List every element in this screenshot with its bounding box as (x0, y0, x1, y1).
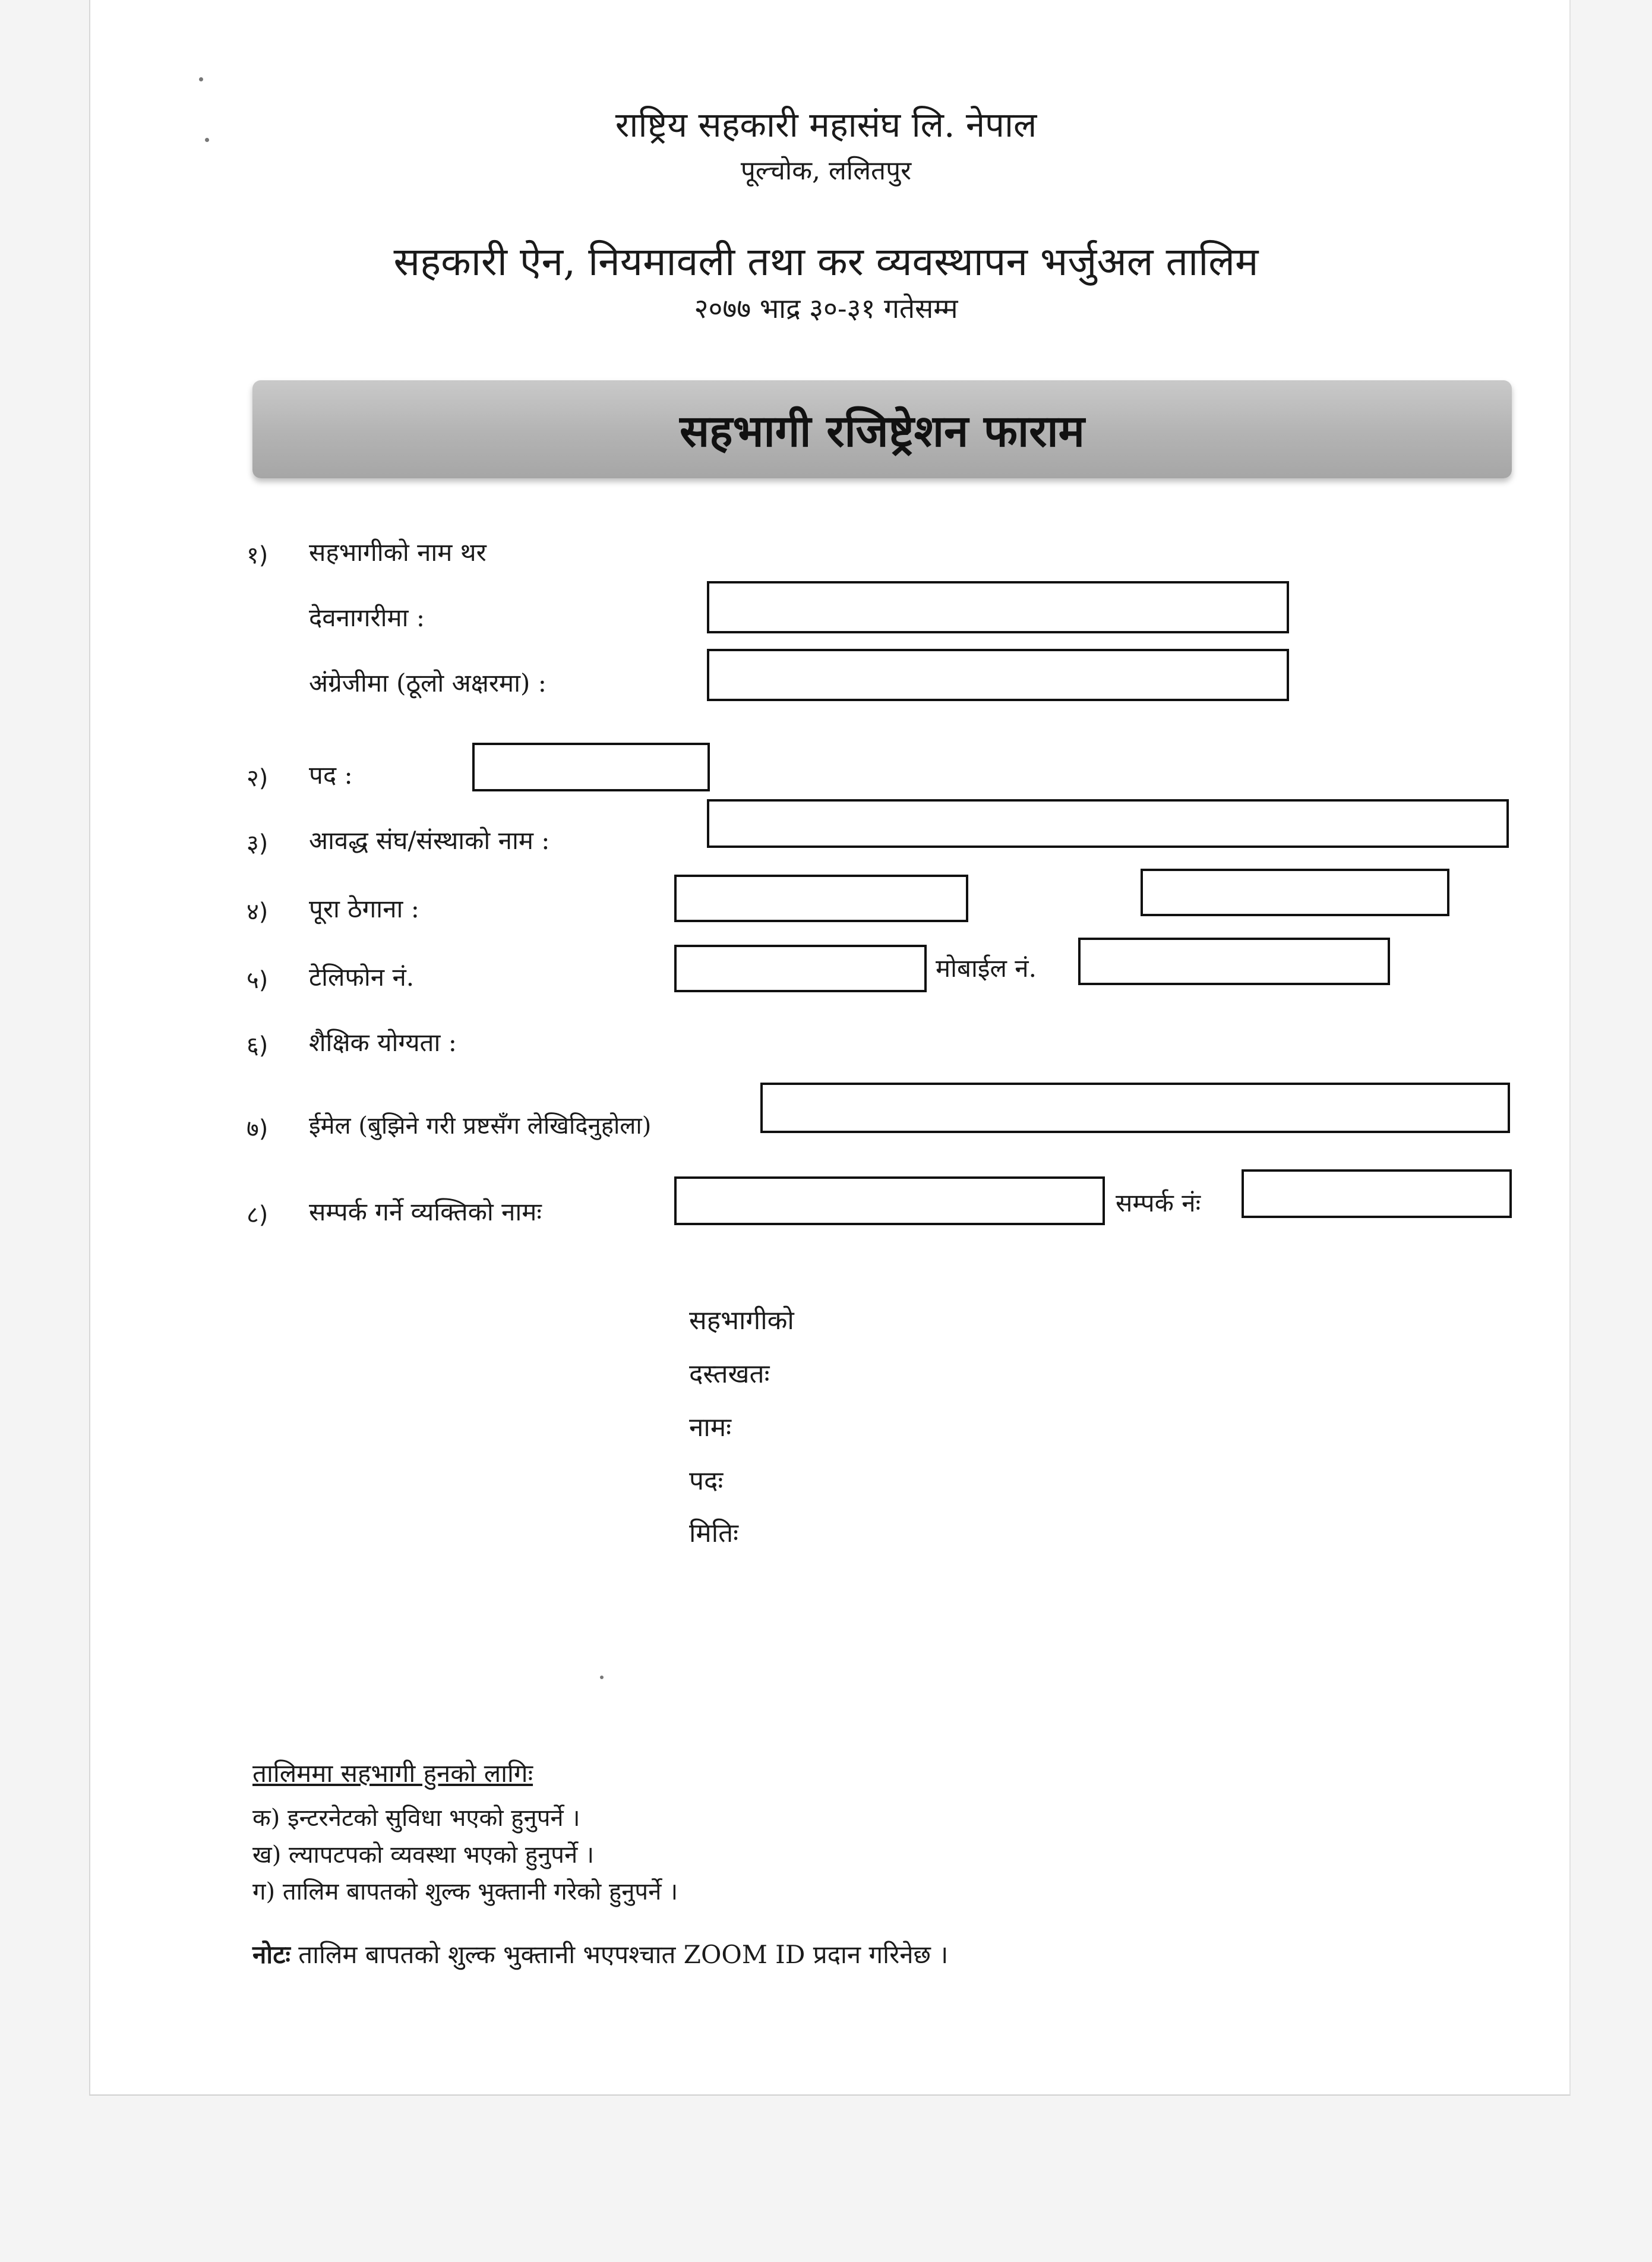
mobile-input[interactable] (1078, 938, 1390, 985)
devanagari-label: देवनागरीमा : (309, 603, 425, 632)
field-number: ६) (247, 1032, 269, 1059)
address-input-2[interactable] (1141, 869, 1449, 916)
telephone-input[interactable] (674, 945, 927, 992)
field-number: ७) (247, 1115, 269, 1143)
telephone-label: टेलिफोन नं. (309, 963, 415, 992)
post-label: पद : (309, 761, 353, 790)
organization-label: आवद्ध संघ/संस्थाको नाम : (309, 826, 550, 855)
requirement-item: क) इन्टरनेटको सुविधा भएको हुनुपर्ने । (252, 1804, 580, 1832)
scan-speck (600, 1676, 604, 1679)
note-text: तालिम बापतको शुल्क भुक्तानी भएपश्चात ZOOM ID प्रदान गरिनेछ । (298, 1940, 949, 1969)
participant-name-label: सहभागीको नाम थर (309, 538, 487, 567)
org-address: पूल्चोक, ललितपुर (740, 156, 912, 186)
contact-number-input[interactable] (1242, 1169, 1512, 1218)
form-title-banner (252, 380, 1512, 478)
address-label: पूरा ठेगाना : (309, 894, 419, 923)
mobile-label: मोबाईल नं. (936, 954, 1037, 983)
signature-sign-label: दस्तखतः (689, 1359, 770, 1389)
devanagari-name-input[interactable] (707, 581, 1289, 633)
signature-participant-label: सहभागीको (689, 1305, 794, 1336)
requirement-item: ख) ल्यापटपको व्यवस्था भएको हुनुपर्ने । (252, 1841, 595, 1869)
field-number: ३) (247, 830, 269, 857)
organization-input[interactable] (707, 799, 1509, 848)
email-label: ईमेल (बुझिने गरी प्रष्टसँग लेखिदिनुहोला) (309, 1112, 652, 1140)
english-name-input[interactable] (707, 649, 1289, 701)
email-input[interactable] (760, 1083, 1510, 1133)
training-date: २०७७ भाद्र ३०-३१ गतेसम्म (694, 292, 958, 324)
signature-name-label: नामः (689, 1412, 732, 1443)
field-number: २) (247, 765, 269, 792)
field-number: ५) (247, 967, 269, 994)
signature-date-label: मितिः (689, 1518, 739, 1548)
requirement-item: ग) तालिम बापतको शुल्क भुक्तानी गरेको हुनुपर्ने । (252, 1878, 678, 1905)
field-number: १) (247, 542, 269, 569)
signature-post-label: पदः (689, 1466, 724, 1496)
requirements-heading: तालिममा सहभागी हुनको लागिः (252, 1759, 533, 1788)
address-input-1[interactable] (674, 875, 968, 922)
org-name: राष्ट्रिय सहकारी महासंघ लि. नेपाल (615, 105, 1037, 145)
education-label: शैक्षिक योग्यता : (309, 1028, 457, 1057)
post-input[interactable] (472, 743, 710, 791)
zoom-note (252, 1937, 948, 1971)
training-title: सहकारी ऐन, नियमावली तथा कर व्यवस्थापन भर्जुअल तालिम (393, 239, 1259, 285)
contact-person-input[interactable] (674, 1176, 1105, 1225)
field-number: ४) (247, 898, 269, 926)
note-prefix: नोटः (252, 1940, 290, 1969)
form-title: सहभागी रजिष्ट्रेशन फाराम (680, 406, 1085, 457)
contact-person-label: सम्पर्क गर्ने व्यक्तिको नामः (309, 1197, 542, 1226)
contact-number-label: सम्पर्क नंः (1116, 1188, 1201, 1217)
scan-speck (199, 77, 203, 81)
english-label: अंग्रेजीमा (ठूलो अक्षरमा) : (309, 668, 547, 698)
field-number: ८) (247, 1201, 269, 1229)
